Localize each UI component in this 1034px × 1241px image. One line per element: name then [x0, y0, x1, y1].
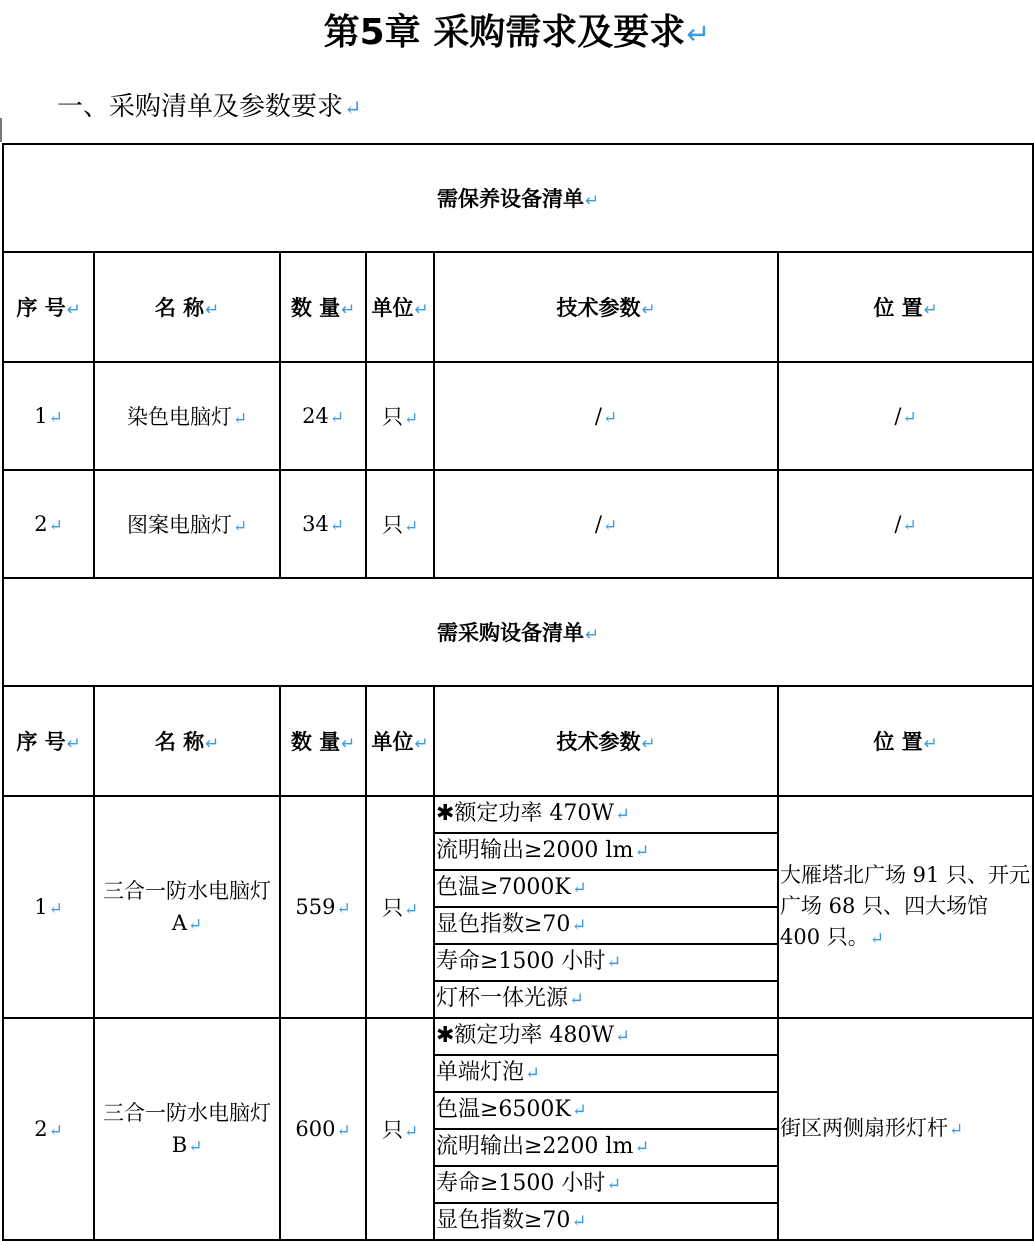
header-params: 技术参数↵ [434, 686, 778, 796]
param-line: 色温≥7000K↵ [435, 870, 777, 907]
cell-unit: 只↵ [366, 1018, 434, 1240]
header-name: 名 称↵ [94, 686, 280, 796]
cell-qty: 24↵ [280, 362, 366, 470]
header-unit: 单位↵ [366, 252, 434, 362]
param-line: 色温≥6500K↵ [435, 1092, 777, 1129]
requirements-table [2, 143, 1034, 1241]
cell-location: /↵ [778, 362, 1033, 470]
params-list [435, 797, 777, 1017]
cell-unit: 只↵ [366, 470, 434, 578]
margin-marker [0, 118, 2, 142]
param-line: 显色指数≥70↵ [435, 907, 777, 944]
cell-seq: 2↵ [3, 1018, 94, 1240]
table-row [3, 362, 1033, 470]
cell-params: /↵ [434, 470, 778, 578]
cell-unit: 只↵ [366, 796, 434, 1018]
table-row [3, 796, 1033, 1018]
cell-qty: 600↵ [280, 1018, 366, 1240]
param-line: 流明输出≥2200 lm↵ [435, 1129, 777, 1166]
cell-location: 大雁塔北广场 91 只、开元广场 68 只、四大场馆 400 只。↵ [778, 796, 1033, 1018]
table-row [3, 470, 1033, 578]
params-list [435, 1019, 777, 1239]
param-line: 流明输出≥2000 lm↵ [435, 833, 777, 870]
header-qty: 数 量↵ [280, 252, 366, 362]
cell-seq: 1↵ [3, 796, 94, 1018]
cell-seq: 1↵ [3, 362, 94, 470]
header-location: 位 置↵ [778, 252, 1033, 362]
param-line: 寿命≥1500 小时↵ [435, 1166, 777, 1203]
cell-params [434, 796, 778, 1018]
param-line: ✱额定功率 480W↵ [435, 1019, 777, 1055]
header-row [3, 252, 1033, 362]
cell-qty: 559↵ [280, 796, 366, 1018]
cell-params: /↵ [434, 362, 778, 470]
header-params: 技术参数↵ [434, 252, 778, 362]
maintenance-heading-row [3, 144, 1033, 252]
header-location: 位 置↵ [778, 686, 1033, 796]
header-seq: 序 号↵ [3, 252, 94, 362]
header-unit: 单位↵ [366, 686, 434, 796]
maintenance-heading: 需保养设备清单↵ [3, 144, 1033, 252]
procurement-heading-row [3, 578, 1033, 686]
table-row [3, 1018, 1033, 1240]
cell-name: 图案电脑灯↵ [94, 470, 280, 578]
cell-seq: 2↵ [3, 470, 94, 578]
procurement-heading: 需采购设备清单↵ [3, 578, 1033, 686]
page-title: 第5章 采购需求及要求↵ [323, 12, 711, 53]
param-line: 显色指数≥70↵ [436, 1208, 587, 1233]
header-seq: 序 号↵ [3, 686, 94, 796]
cell-name: 三合一防水电脑灯 B↵ [94, 1018, 280, 1240]
header-row [3, 686, 1033, 796]
header-qty: 数 量↵ [280, 686, 366, 796]
cell-location: 街区两侧扇形灯杆↵ [778, 1018, 1033, 1240]
cell-params [434, 1018, 778, 1240]
param-line: 单端灯泡↵ [435, 1055, 777, 1092]
param-line: 灯杯一体光源↵ [436, 986, 584, 1011]
cell-unit: 只↵ [366, 362, 434, 470]
param-line: ✱额定功率 470W↵ [435, 797, 777, 833]
cell-qty: 34↵ [280, 470, 366, 578]
cell-name: 染色电脑灯↵ [94, 362, 280, 470]
param-line: 寿命≥1500 小时↵ [435, 944, 777, 981]
cell-location: /↵ [778, 470, 1033, 578]
cell-name: 三合一防水电脑灯 A↵ [94, 796, 280, 1018]
section-title: 一、采购清单及参数要求↵ [57, 92, 362, 122]
header-name: 名 称↵ [94, 252, 280, 362]
